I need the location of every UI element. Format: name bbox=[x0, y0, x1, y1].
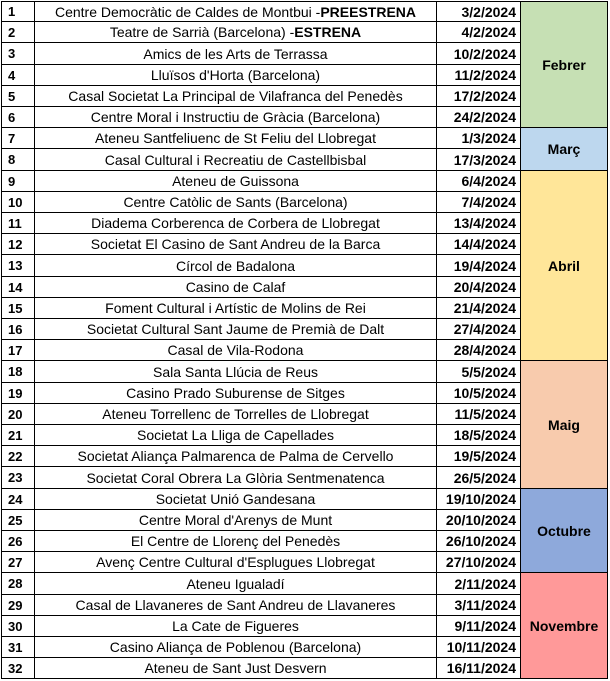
date-cell: 5/5/2024 bbox=[437, 361, 521, 383]
row-number-cell: 26 bbox=[1, 531, 35, 552]
venue-name: Diadema Corberenca de Corbera de Llobregat bbox=[91, 215, 380, 231]
venue-name: Círcol de Badalona bbox=[175, 257, 296, 274]
venue-name: Casal de Llavaneres de Sant Andreu de Llavaneres bbox=[75, 597, 396, 613]
venue-name: Societat Aliança Palmarenca de Palma de Cervello bbox=[77, 448, 394, 464]
row-number-cell: 19 bbox=[1, 383, 35, 404]
month-label: Abril bbox=[548, 257, 580, 274]
venue-name: Lluïsos d'Horta (Barcelona) bbox=[150, 67, 321, 83]
date-cell: 17/3/2024 bbox=[437, 149, 521, 171]
venue-name: Societat La Lliga de Capellades bbox=[137, 427, 334, 443]
venue-cell bbox=[35, 446, 437, 467]
venue-cell bbox=[35, 213, 437, 234]
row-number-cell: 22 bbox=[1, 446, 35, 467]
date-cell: 18/5/2024 bbox=[437, 425, 521, 446]
date-cell: 19/10/2024 bbox=[437, 489, 521, 510]
date-cell: 20/4/2024 bbox=[437, 277, 521, 298]
venue-name: Casal de Vila-Rodona bbox=[167, 342, 304, 358]
venue-cell bbox=[35, 404, 437, 425]
date-cell: 1/3/2024 bbox=[437, 128, 521, 149]
venue-cell bbox=[35, 22, 437, 43]
row-number-cell: 12 bbox=[1, 234, 35, 255]
date-cell: 27/10/2024 bbox=[437, 552, 521, 573]
date-cell: 16/11/2024 bbox=[437, 658, 521, 679]
month-label: Maig bbox=[548, 416, 580, 433]
venue-name: Ateneu Igualadí bbox=[186, 575, 285, 592]
venue-name: Societat Coral Obrera La Glòria Sentmenatenca bbox=[86, 469, 385, 486]
venue-name: Casal Societat La Principal de Vilafranca del Penedès bbox=[68, 88, 403, 104]
date-cell: 13/4/2024 bbox=[437, 213, 521, 234]
date-cell: 6/4/2024 bbox=[437, 171, 521, 192]
month-label: Octubre bbox=[537, 522, 591, 539]
schedule-table bbox=[1, 1, 608, 680]
date-cell: 24/2/2024 bbox=[437, 107, 521, 128]
venue-name: Ateneu Santfeliuenc de St Feliu del Llobregat bbox=[95, 130, 376, 146]
date-cell: 26/10/2024 bbox=[437, 531, 521, 552]
row-number-cell: 10 bbox=[1, 192, 35, 213]
venue-cell bbox=[35, 425, 437, 446]
venue-cell bbox=[35, 128, 437, 149]
venue-name: Casino Prado Suburense de Sitges bbox=[126, 385, 345, 401]
date-cell: 10/2/2024 bbox=[437, 43, 521, 65]
row-number-cell: 21 bbox=[1, 425, 35, 446]
month-group-cell bbox=[521, 573, 608, 679]
venue-name: La Cate de Figueres bbox=[172, 618, 299, 634]
venue-cell bbox=[35, 107, 437, 128]
venue-cell bbox=[35, 467, 437, 489]
month-group-cell bbox=[521, 128, 608, 171]
venue-cell bbox=[35, 255, 437, 277]
date-cell: 3/11/2024 bbox=[437, 595, 521, 616]
row-number-cell: 32 bbox=[1, 658, 35, 679]
row-number-cell: 2 bbox=[1, 22, 35, 43]
month-group-cell bbox=[521, 489, 608, 573]
venue-cell bbox=[35, 637, 437, 658]
venue-cell bbox=[35, 595, 437, 616]
date-cell: 10/11/2024 bbox=[437, 637, 521, 658]
row-number-cell: 13 bbox=[1, 255, 35, 277]
venue-name: Societat El Casino de Sant Andreu de la Barca bbox=[90, 236, 381, 252]
month-group-cell bbox=[521, 1, 608, 128]
month-label: Març bbox=[547, 141, 581, 157]
venue-cell bbox=[35, 552, 437, 573]
row-number-cell: 20 bbox=[1, 404, 35, 425]
date-cell: 28/4/2024 bbox=[437, 340, 521, 361]
venue-cell bbox=[35, 573, 437, 595]
date-cell: 10/5/2024 bbox=[437, 383, 521, 404]
date-cell: 11/2/2024 bbox=[437, 65, 521, 86]
month-label: Febrer bbox=[542, 56, 586, 73]
row-number-cell: 17 bbox=[1, 340, 35, 361]
row-number-cell: 6 bbox=[1, 107, 35, 128]
date-cell: 3/2/2024 bbox=[437, 1, 521, 22]
venue-name: Centre Democràtic de Caldes de Montbui - bbox=[54, 3, 321, 20]
venue-name: Ateneu Torrellenc de Torrelles de Llobregat bbox=[102, 406, 369, 422]
date-cell: 19/5/2024 bbox=[437, 446, 521, 467]
date-cell: 9/11/2024 bbox=[437, 616, 521, 637]
venue-cell bbox=[35, 43, 437, 65]
venue-name: Centre Moral i Instructiu de Gràcia (Barcelona) bbox=[90, 109, 381, 125]
venue-cell bbox=[35, 489, 437, 510]
date-cell: 2/11/2024 bbox=[437, 573, 521, 595]
venue-cell bbox=[35, 192, 437, 213]
row-number-cell: 18 bbox=[1, 361, 35, 383]
row-number-cell: 29 bbox=[1, 595, 35, 616]
venue-cell bbox=[35, 658, 437, 679]
venue-name: Foment Cultural i Artístic de Molins de Rei bbox=[105, 300, 366, 316]
venue-cell bbox=[35, 383, 437, 404]
date-cell: 19/4/2024 bbox=[437, 255, 521, 277]
row-number-cell: 7 bbox=[1, 128, 35, 149]
venue-name: Casino de Calaf bbox=[185, 279, 286, 295]
row-number-cell: 14 bbox=[1, 277, 35, 298]
row-number-cell: 3 bbox=[1, 43, 35, 65]
venue-name: Centre Moral d'Arenys de Munt bbox=[138, 512, 333, 528]
row-number-cell: 8 bbox=[1, 149, 35, 171]
venue-cell bbox=[35, 298, 437, 319]
date-cell: 27/4/2024 bbox=[437, 319, 521, 340]
venue-name: Teatre de Sarrià (Barcelona) - bbox=[109, 24, 295, 40]
date-cell: 21/4/2024 bbox=[437, 298, 521, 319]
row-number-cell: 25 bbox=[1, 510, 35, 531]
venue-cell bbox=[35, 149, 437, 171]
venue-name: Casal Cultural i Recreatiu de Castellbisbal bbox=[104, 151, 367, 168]
row-number-cell: 27 bbox=[1, 552, 35, 573]
row-number-cell: 11 bbox=[1, 213, 35, 234]
venue-name: Societat Cultural Sant Jaume de Premià de Dalt bbox=[86, 321, 385, 337]
venue-cell bbox=[35, 340, 437, 361]
venue-tag: ESTRENA bbox=[294, 24, 362, 40]
venue-name: El Centre de Llorenç del Penedès bbox=[130, 533, 341, 549]
venue-cell bbox=[35, 616, 437, 637]
row-number-cell: 23 bbox=[1, 467, 35, 489]
venue-name: Sala Santa Llúcia de Reus bbox=[153, 363, 318, 380]
venue-cell bbox=[35, 86, 437, 107]
date-cell: 17/2/2024 bbox=[437, 86, 521, 107]
month-label: Novembre bbox=[529, 617, 599, 634]
row-number-cell: 16 bbox=[1, 319, 35, 340]
venue-name: Amics de les Arts de Terrassa bbox=[143, 45, 328, 62]
date-cell: 11/5/2024 bbox=[437, 404, 521, 425]
venue-cell bbox=[35, 361, 437, 383]
venue-cell bbox=[35, 319, 437, 340]
venue-name: Centre Catòlic de Sants (Barcelona) bbox=[123, 194, 348, 210]
row-number-cell: 4 bbox=[1, 65, 35, 86]
row-number-cell: 28 bbox=[1, 573, 35, 595]
venue-tag: PREESTRENA bbox=[320, 3, 417, 20]
row-number-cell: 5 bbox=[1, 86, 35, 107]
venue-cell bbox=[35, 531, 437, 552]
venue-name: Ateneu de Sant Just Desvern bbox=[144, 660, 327, 676]
row-number-cell: 31 bbox=[1, 637, 35, 658]
date-cell: 20/10/2024 bbox=[437, 510, 521, 531]
date-cell: 26/5/2024 bbox=[437, 467, 521, 489]
venue-cell bbox=[35, 234, 437, 255]
date-cell: 4/2/2024 bbox=[437, 22, 521, 43]
venue-cell bbox=[35, 1, 437, 22]
venue-name: Casino Aliança de Poblenou (Barcelona) bbox=[109, 639, 362, 655]
venue-cell bbox=[35, 510, 437, 531]
row-number-cell: 30 bbox=[1, 616, 35, 637]
month-group-cell bbox=[521, 361, 608, 489]
month-group-cell bbox=[521, 171, 608, 361]
date-cell: 14/4/2024 bbox=[437, 234, 521, 255]
venue-cell bbox=[35, 65, 437, 86]
venue-cell bbox=[35, 171, 437, 192]
date-cell: 7/4/2024 bbox=[437, 192, 521, 213]
row-number-cell: 24 bbox=[1, 489, 35, 510]
row-number-cell: 9 bbox=[1, 171, 35, 192]
venue-name: Ateneu de Guissona bbox=[172, 173, 299, 189]
venue-name: Societat Unió Gandesana bbox=[155, 491, 316, 507]
venue-cell bbox=[35, 277, 437, 298]
row-number-cell: 15 bbox=[1, 298, 35, 319]
row-number-cell: 1 bbox=[1, 1, 35, 22]
venue-name: Avenç Centre Cultural d'Esplugues Llobregat bbox=[96, 554, 375, 570]
